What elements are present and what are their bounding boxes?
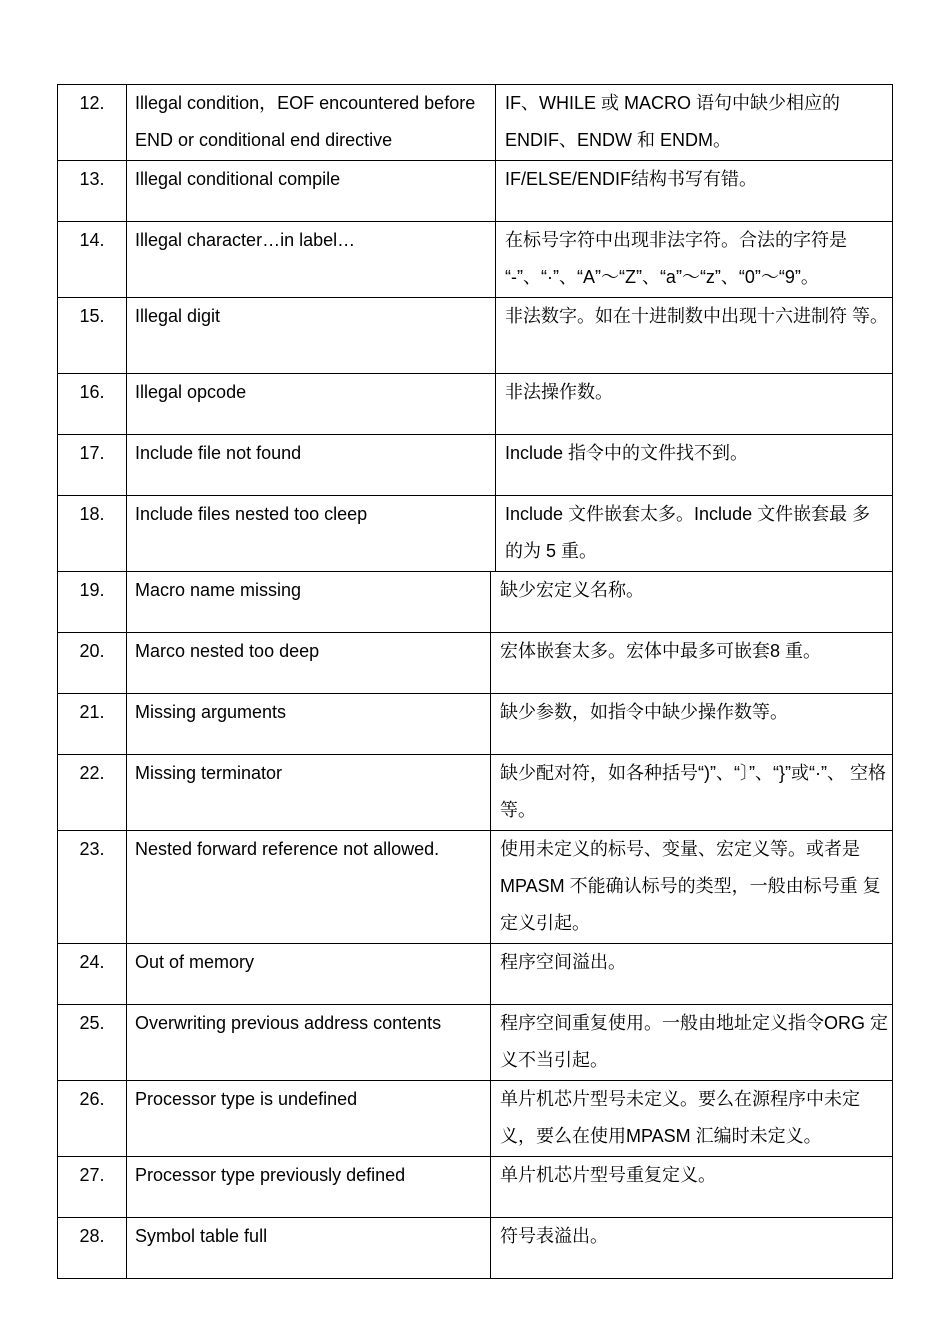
table-row — [58, 1218, 892, 1279]
error-message: Out of memory — [126, 944, 490, 1004]
table-row — [58, 1157, 892, 1218]
row-number: 13. — [79, 169, 105, 189]
table-row — [58, 1005, 892, 1081]
table-row — [58, 633, 892, 694]
table-row — [58, 161, 892, 222]
row-number: 12. — [79, 93, 105, 113]
table-row — [58, 944, 892, 1005]
error-description: 非法数字。如在十进制数中出现十六进制符 等。 — [495, 298, 892, 373]
error-description: Include 指令中的文件找不到。 — [495, 435, 892, 495]
error-description: 非法操作数。 — [495, 374, 892, 434]
row-number: 23. — [79, 839, 105, 859]
error-description: IF/ELSE/ENDIF结构书写有错。 — [495, 161, 892, 221]
error-description: 单片机芯片型号未定义。要么在源程序中未定 义，要么在使用MPASM 汇编时未定义。 — [490, 1081, 892, 1156]
table-row — [58, 298, 892, 374]
row-number: 15. — [79, 306, 105, 326]
row-number: 20. — [79, 641, 105, 661]
error-message: Processor type is undefined — [126, 1081, 490, 1156]
row-number: 25. — [79, 1013, 105, 1033]
error-description: 缺少参数，如指令中缺少操作数等。 — [490, 694, 892, 754]
error-description: 宏体嵌套太多。宏体中最多可嵌套8 重。 — [490, 633, 892, 693]
row-number: 14. — [79, 230, 105, 250]
error-message: Illegal opcode — [126, 374, 495, 434]
error-message: Nested forward reference not allowed. — [126, 831, 490, 943]
row-number: 19. — [79, 580, 105, 600]
table-row — [58, 1081, 892, 1157]
error-description: 使用未定义的标号、变量、宏定义等。或者是 MPASM 不能确认标号的类型，一般由标号重 复定义引起。 — [490, 831, 892, 943]
error-description: 程序空间溢出。 — [490, 944, 892, 1004]
error-message: Macro name missing — [126, 572, 490, 632]
error-message-table — [57, 84, 893, 1279]
row-number: 28. — [79, 1226, 105, 1246]
row-number: 27. — [79, 1165, 105, 1185]
error-description: 缺少配对符，如各种括号“)”、“〕”、“}”或“·”、 空格等。 — [490, 755, 892, 830]
row-number: 21. — [79, 702, 105, 722]
error-message: Overwriting previous address contents — [126, 1005, 490, 1080]
error-message: Processor type previously defined — [126, 1157, 490, 1217]
table-row — [58, 496, 892, 572]
error-description: IF、WHILE 或 MACRO 语句中缺少相应的 ENDIF、ENDW 和 ENDM。 — [495, 85, 892, 160]
row-number: 18. — [79, 504, 105, 524]
table-row — [58, 222, 892, 298]
error-message: Marco nested too deep — [126, 633, 490, 693]
error-description: Include 文件嵌套太多。Include 文件嵌套最 多的为 5 重。 — [495, 496, 892, 571]
error-message: Missing terminator — [126, 755, 490, 830]
row-number: 26. — [79, 1089, 105, 1109]
error-description: 符号表溢出。 — [490, 1218, 892, 1278]
error-message: Illegal digit — [126, 298, 495, 373]
table-row — [58, 435, 892, 496]
table-row — [58, 831, 892, 944]
error-message: Symbol table full — [126, 1218, 490, 1278]
row-number: 16. — [79, 382, 105, 402]
error-message: Include file not found — [126, 435, 495, 495]
error-message: Illegal condition，EOF encountered before END or conditional end directive — [126, 85, 495, 160]
table-row — [58, 755, 892, 831]
error-description: 在标号字符中出现非法字符。合法的字符是 “-”、“·”、“A”～“Z”、“a”～“z”、“0”～“9”。 — [495, 222, 892, 297]
table-row — [58, 694, 892, 755]
error-message: Illegal character…in label… — [126, 222, 495, 297]
row-number: 24. — [79, 952, 105, 972]
error-message: Include files nested too cleep — [126, 496, 495, 571]
error-message: Illegal conditional compile — [126, 161, 495, 221]
table-row — [58, 85, 892, 161]
error-description: 单片机芯片型号重复定义。 — [490, 1157, 892, 1217]
row-number: 17. — [79, 443, 105, 463]
row-number: 22. — [79, 763, 105, 783]
error-description: 程序空间重复使用。一般由地址定义指令ORG 定义不当引起。 — [490, 1005, 892, 1080]
error-message: Missing arguments — [126, 694, 490, 754]
table-row — [58, 572, 892, 633]
error-description: 缺少宏定义名称。 — [490, 572, 892, 632]
table-row — [58, 374, 892, 435]
